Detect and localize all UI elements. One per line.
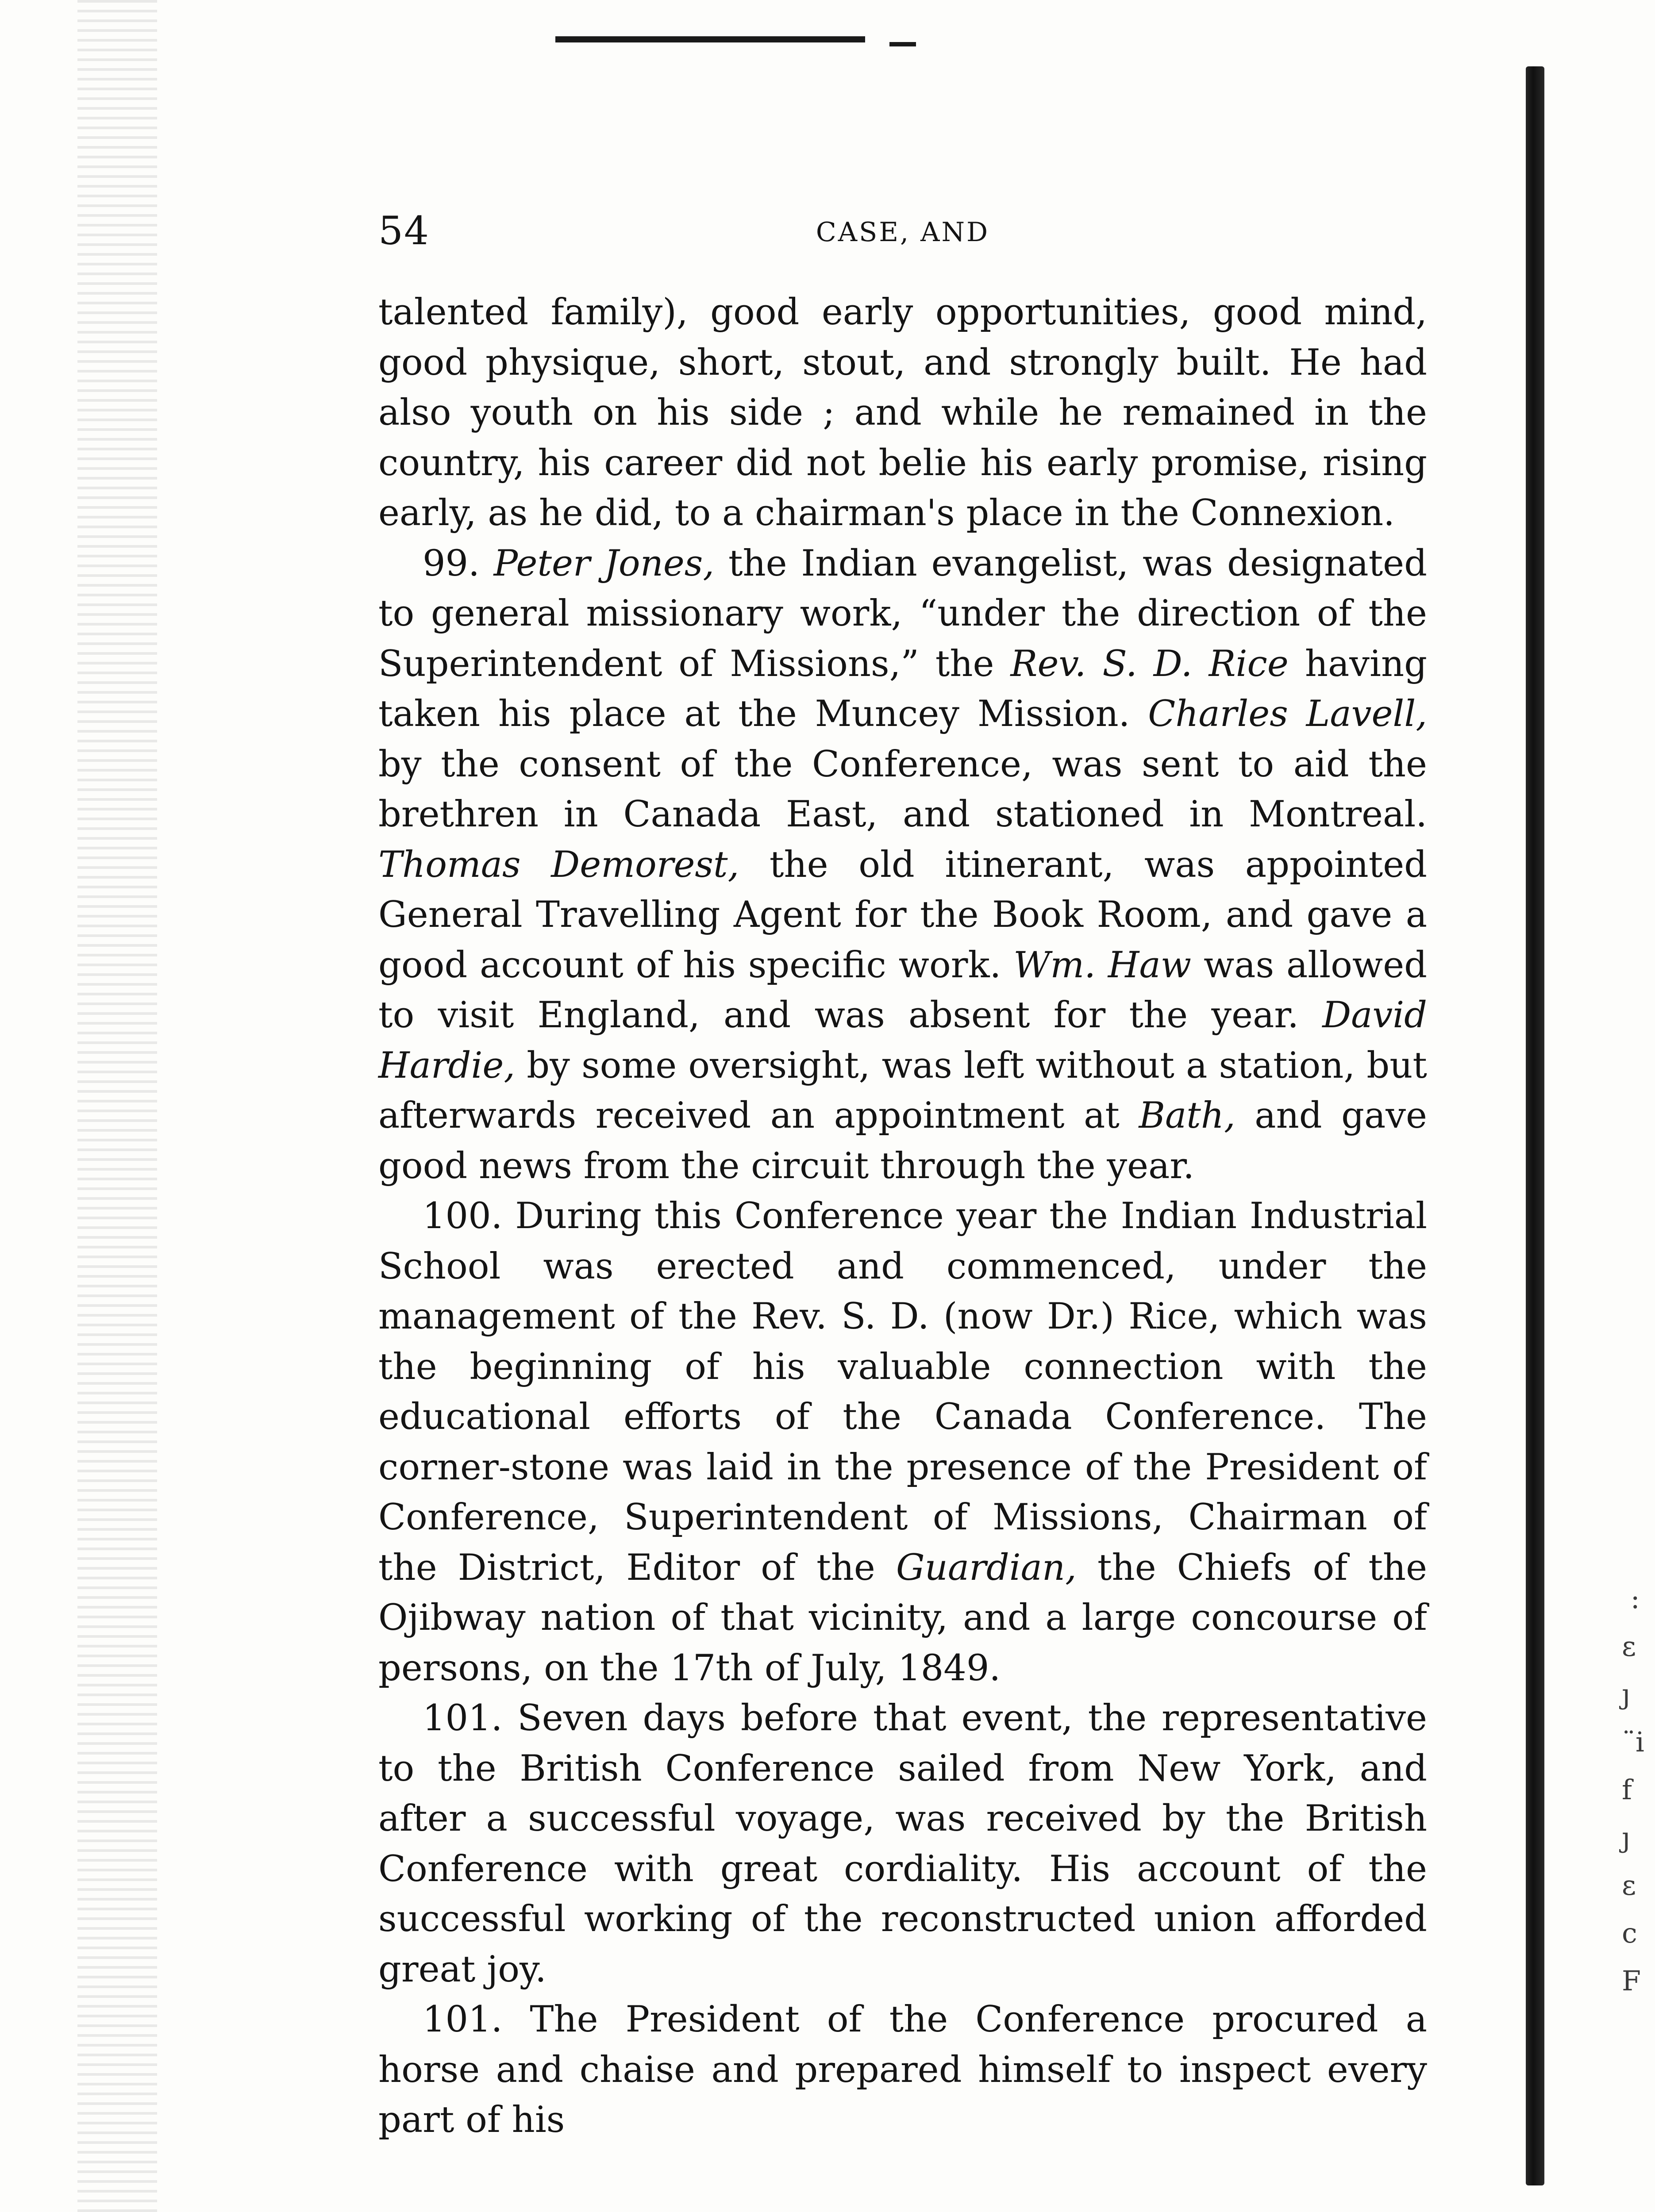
paragraph-text: and gave good news from the circuit through the year. — [378, 1095, 1427, 1187]
right-margin-scan-shadow — [1526, 66, 1544, 2185]
edge-fragment: c — [1622, 1917, 1637, 1949]
paragraph — [378, 1694, 1427, 1995]
top-rule-decoration — [555, 36, 865, 42]
italic-name-text: Guardian, — [896, 1547, 1077, 1589]
page-header — [378, 199, 1427, 261]
italic-name-text: Rev. S. D. Rice — [1010, 643, 1289, 685]
edge-fragment: ɛ — [1622, 1869, 1636, 1901]
binding-edge-shadow — [77, 0, 157, 2212]
paragraph-text: 101. Seven days before that event, the representative to the British Conference sailed from New York, and after a successful voyage, was received by the British Conference with great cordiality. His account of the successful working of the reconstructed union afforded great joy. — [378, 1697, 1427, 1990]
italic-name-text: Charles Lavell, — [1148, 693, 1427, 735]
paragraph — [378, 1191, 1427, 1694]
paragraph-text: the Indian evangelist, was designated to general missionary work, “under the direction of the Superintendent of Missions,” the — [378, 542, 1427, 685]
edge-fragment: f — [1622, 1774, 1632, 1806]
body-text — [378, 288, 1427, 2146]
italic-name-text: David Hardie, — [378, 995, 1427, 1087]
edge-fragment: ȷ — [1622, 1678, 1631, 1710]
paragraph-text: 99. — [423, 542, 494, 584]
paragraph-text: the old itinerant, was appointed General Travelling Agent for the Book Room, and gave a good account of his specific work. — [378, 844, 1428, 986]
paragraph-text: 100. During this Conference year the Indian Industrial School was erected and commenced, under the management of the Rev. S. D. (now Dr.) Rice, which was the beginning of his valuable connection with the educational efforts of the Canada Conference. The corner-stone was laid in the presence of the President of Conference, Superintendent of Missions, Chairman of the District, Editor of the — [378, 1195, 1427, 1589]
paragraph — [378, 1995, 1427, 2146]
paragraph — [378, 288, 1427, 539]
paragraph — [378, 539, 1427, 1192]
paragraph-text: was allowed to visit England, and was absent for the year. — [378, 944, 1427, 1036]
edge-fragment: ¨i — [1622, 1726, 1644, 1758]
paragraph-text: 101. The President of the Conference procured a horse and chaise and prepared himself to inspect every part of his — [378, 1999, 1427, 2141]
page-number: 54 — [378, 208, 430, 253]
paragraph-text: the Chiefs of the Ojibway nation of that vicinity, and a large concourse of persons, on the 17th of July, 1849. — [378, 1547, 1428, 1689]
italic-name-text: Bath, — [1139, 1095, 1235, 1137]
top-rule-fragment — [889, 42, 916, 46]
edge-fragment: ȷ — [1622, 1821, 1631, 1854]
paragraph-text: by some oversight, was left without a station, but afterwards received an appointment at — [378, 1045, 1427, 1137]
edge-fragment: : — [1622, 1582, 1640, 1615]
paragraph-text: by the consent of the Conference, was sent to aid the brethren in Canada East, and stationed in Montreal. — [378, 743, 1427, 835]
edge-fragment: ɛ — [1622, 1630, 1636, 1663]
adjacent-page-bleed — [1622, 1575, 1648, 2005]
paragraph-text: having taken his place at the Muncey Mission. — [378, 643, 1427, 735]
italic-name-text: Thomas Demorest, — [378, 844, 739, 886]
paragraph-text: talented family), good early opportunities, good mind, good physique, short, stout, and strongly built. He had also youth on his side ; and while he remained in the country, his career did not belie his early promise, rising early, as he did, to a chairman's place in the Connexion. — [378, 292, 1427, 534]
italic-name-text: Peter Jones, — [493, 542, 715, 584]
running-head: CASE, AND — [816, 217, 990, 248]
edge-fragment: F — [1622, 1965, 1641, 1997]
italic-name-text: Wm. Haw — [1013, 944, 1192, 986]
